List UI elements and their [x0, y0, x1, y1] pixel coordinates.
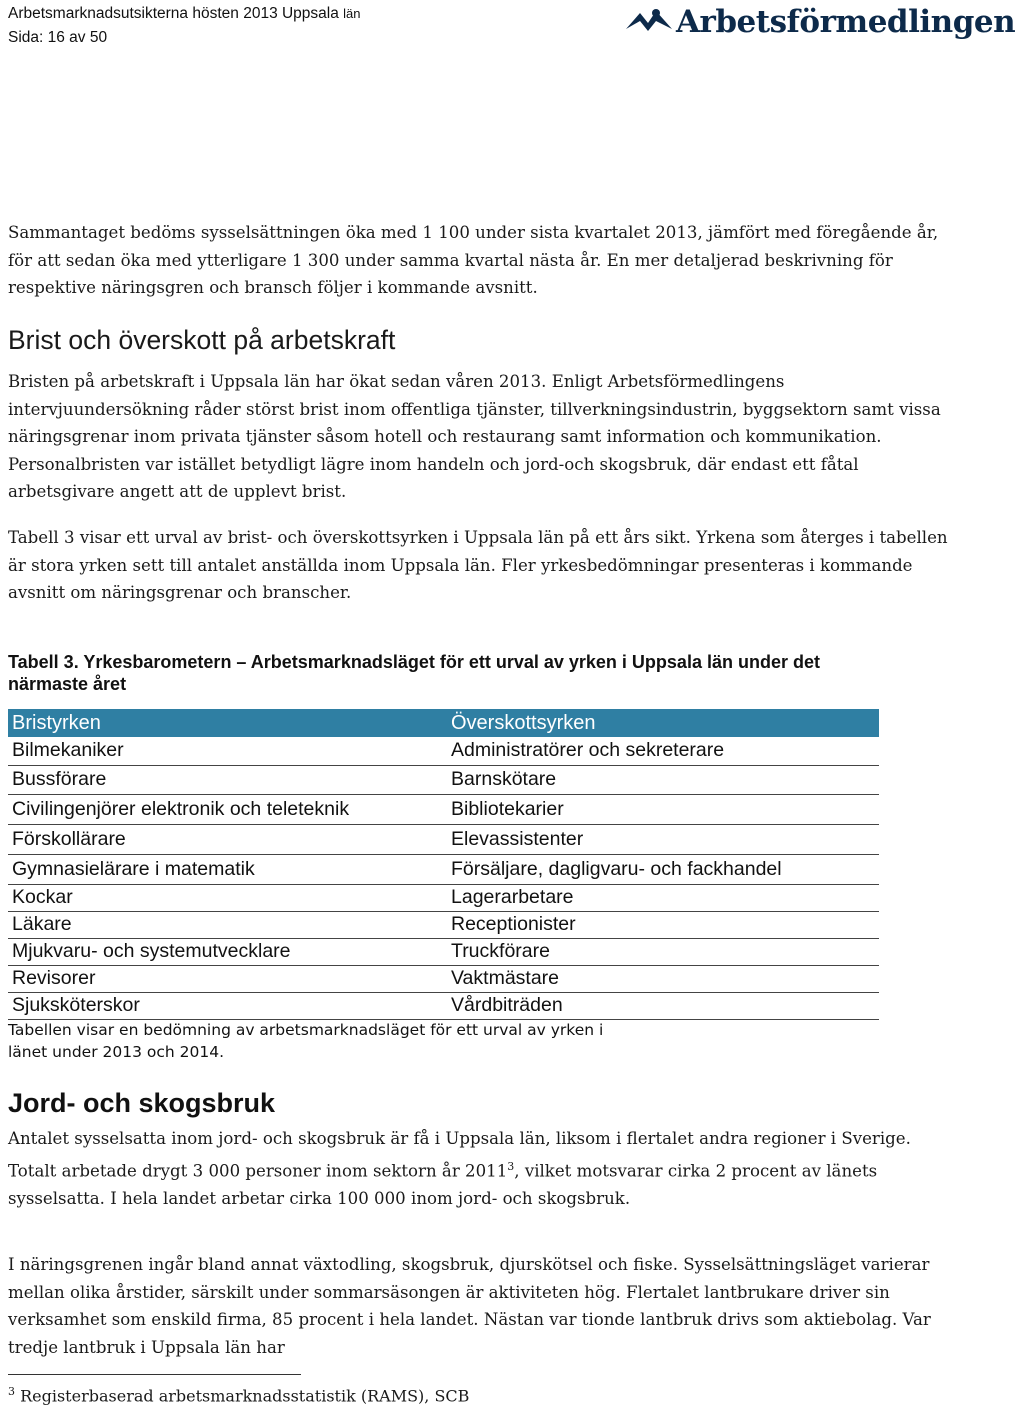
arbetsformedlingen-logo: [626, 4, 1015, 48]
table-cell: Sjuksköterskor: [8, 992, 447, 1019]
table-cell: Administratörer och sekreterare: [447, 737, 879, 765]
table-note: Tabellen visar en bedömning av arbetsmarknadsläget för ett urval av yrken i länet under 2013 och 2014.: [8, 1021, 604, 1061]
table-cell: Gymnasielärare i matematik: [8, 854, 447, 884]
table-cell: Mjukvaru- och systemutvecklare: [8, 938, 447, 965]
table-row: [8, 737, 879, 765]
footnote-ref: 3: [507, 1159, 515, 1173]
table-cell: Bilmekaniker: [8, 737, 447, 765]
table-caption: Tabell 3. Yrkesbarometern – Arbetsmarknadsläget för ett urval av yrken i Uppsala län under det närmaste året: [8, 652, 820, 694]
table-cell: Receptionister: [447, 911, 879, 938]
table-row: [8, 824, 879, 854]
section-heading-jord-och-skogsbruk: Jord- och skogsbruk: [8, 1088, 276, 1118]
table-cell: Försäljare, dagligvaru- och fackhandel: [447, 854, 879, 884]
footnote-marker: 3: [8, 1385, 15, 1398]
section2-paragraph2: I näringsgrenen ingår bland annat växtodling, skogsbruk, djurskötsel och fiske. Sysselsättningsläget varierar mellan olika årstider, särskilt under sommarsäsongen är aktiviteten hög. Flertalet lantbrukare driver sin verksamhet som enskild firma, 85 procent i hela landet. Nästan var tionde lantbruk drivs som aktiebolag. Var tredje lantbruk i Uppsala län har: [8, 1255, 931, 1357]
column-header-overskottsyrken: Överskottsyrken: [447, 709, 879, 737]
report-title: [8, 5, 361, 23]
table-row: [8, 938, 879, 965]
logo-mark-icon: [626, 7, 672, 43]
logo-text: Arbetsförmedlingen: [676, 4, 1015, 40]
column-header-bristyrken: Bristyrken: [8, 709, 447, 737]
table-cell: Elevassistenter: [447, 824, 879, 854]
report-title-suffix: län: [343, 6, 361, 21]
page-label: Sida: 16 av 50: [8, 29, 108, 46]
section2-paragraph1: [8, 1125, 953, 1212]
table-cell: Lagerarbetare: [447, 884, 879, 911]
table-row: [8, 911, 879, 938]
intro-paragraph: Sammantaget bedöms sysselsättningen öka med 1 100 under sista kvartalet 2013, jämfört med föregående år, för att sedan öka med ytterligare 1 300 under samma kvartal nästa år. En mer detaljerad beskrivning för respektive näringsgren och bransch följer i kommande avsnitt.: [8, 223, 939, 297]
table-row: [8, 794, 879, 824]
table-row: [8, 854, 879, 884]
table-cell: Civilingenjörer elektronik och teleteknik: [8, 794, 447, 824]
table-cell: Läkare: [8, 911, 447, 938]
table-cell: Förskollärare: [8, 824, 447, 854]
table-cell: Bussförare: [8, 765, 447, 794]
report-title-main: Arbetsmarknadsutsikterna hösten 2013 Uppsala: [8, 5, 339, 22]
table-cell: Bibliotekarier: [447, 794, 879, 824]
footnote-text: Registerbaserad arbetsmarknadsstatistik (RAMS), SCB: [20, 1386, 470, 1406]
table-cell: Vårdbiträden: [447, 992, 879, 1019]
table-row: [8, 765, 879, 794]
section2-paragraph1-text-cont: , vilket motsvarar cirka 2 procent av länets sysselsatta. I hela landet arbetar cirka 100 000 inom jord- och skogsbruk.: [8, 1161, 878, 1208]
yrkesbarometer-table: [8, 709, 879, 1020]
section1-paragraph1: Bristen på arbetskraft i Uppsala län har ökat sedan våren 2013. Enligt Arbetsförmedlingens intervjuundersökning råder störst brist inom offentliga tjänster, tillverkningsindustrin, byggsektorn samt vissa näringsgrenar inom privata tjänster såsom hotell och restaurang samt information och kommunikation. Personalbristen var istället betydligt lägre inom handeln och jord-och skogsbruk, där endast ett fåtal arbetsgivare angett att de upplevt brist.: [8, 372, 941, 501]
table-row: [8, 992, 879, 1019]
table-row: [8, 884, 879, 911]
section-heading-brist: Brist och överskott på arbetskraft: [8, 325, 396, 355]
table-cell: Barnskötare: [447, 765, 879, 794]
table-cell: Revisorer: [8, 965, 447, 992]
section2-paragraph1-text: Antalet sysselsatta inom jord- och skogsbruk är få i Uppsala län, liksom i flertalet andra regioner i Sverige. Totalt arbetade drygt 3 000 personer inom sektorn år 2011: [8, 1129, 911, 1181]
table-cell: Kockar: [8, 884, 447, 911]
table-row: [8, 965, 879, 992]
table-cell: Truckförare: [447, 938, 879, 965]
table-header-row: [8, 709, 879, 737]
section1-paragraph2: Tabell 3 visar ett urval av brist- och överskottsyrken i Uppsala län på ett års sikt. Yrkena som återges i tabellen är stora yrken sett till antalet anställda inom Uppsala län. Fler yrkesbedömningar presenteras i kommande avsnitt om näringsgrenar och branscher.: [8, 528, 948, 602]
footnote: [8, 1385, 469, 1405]
table-cell: Vaktmästare: [447, 965, 879, 992]
footnote-divider: [8, 1374, 301, 1375]
